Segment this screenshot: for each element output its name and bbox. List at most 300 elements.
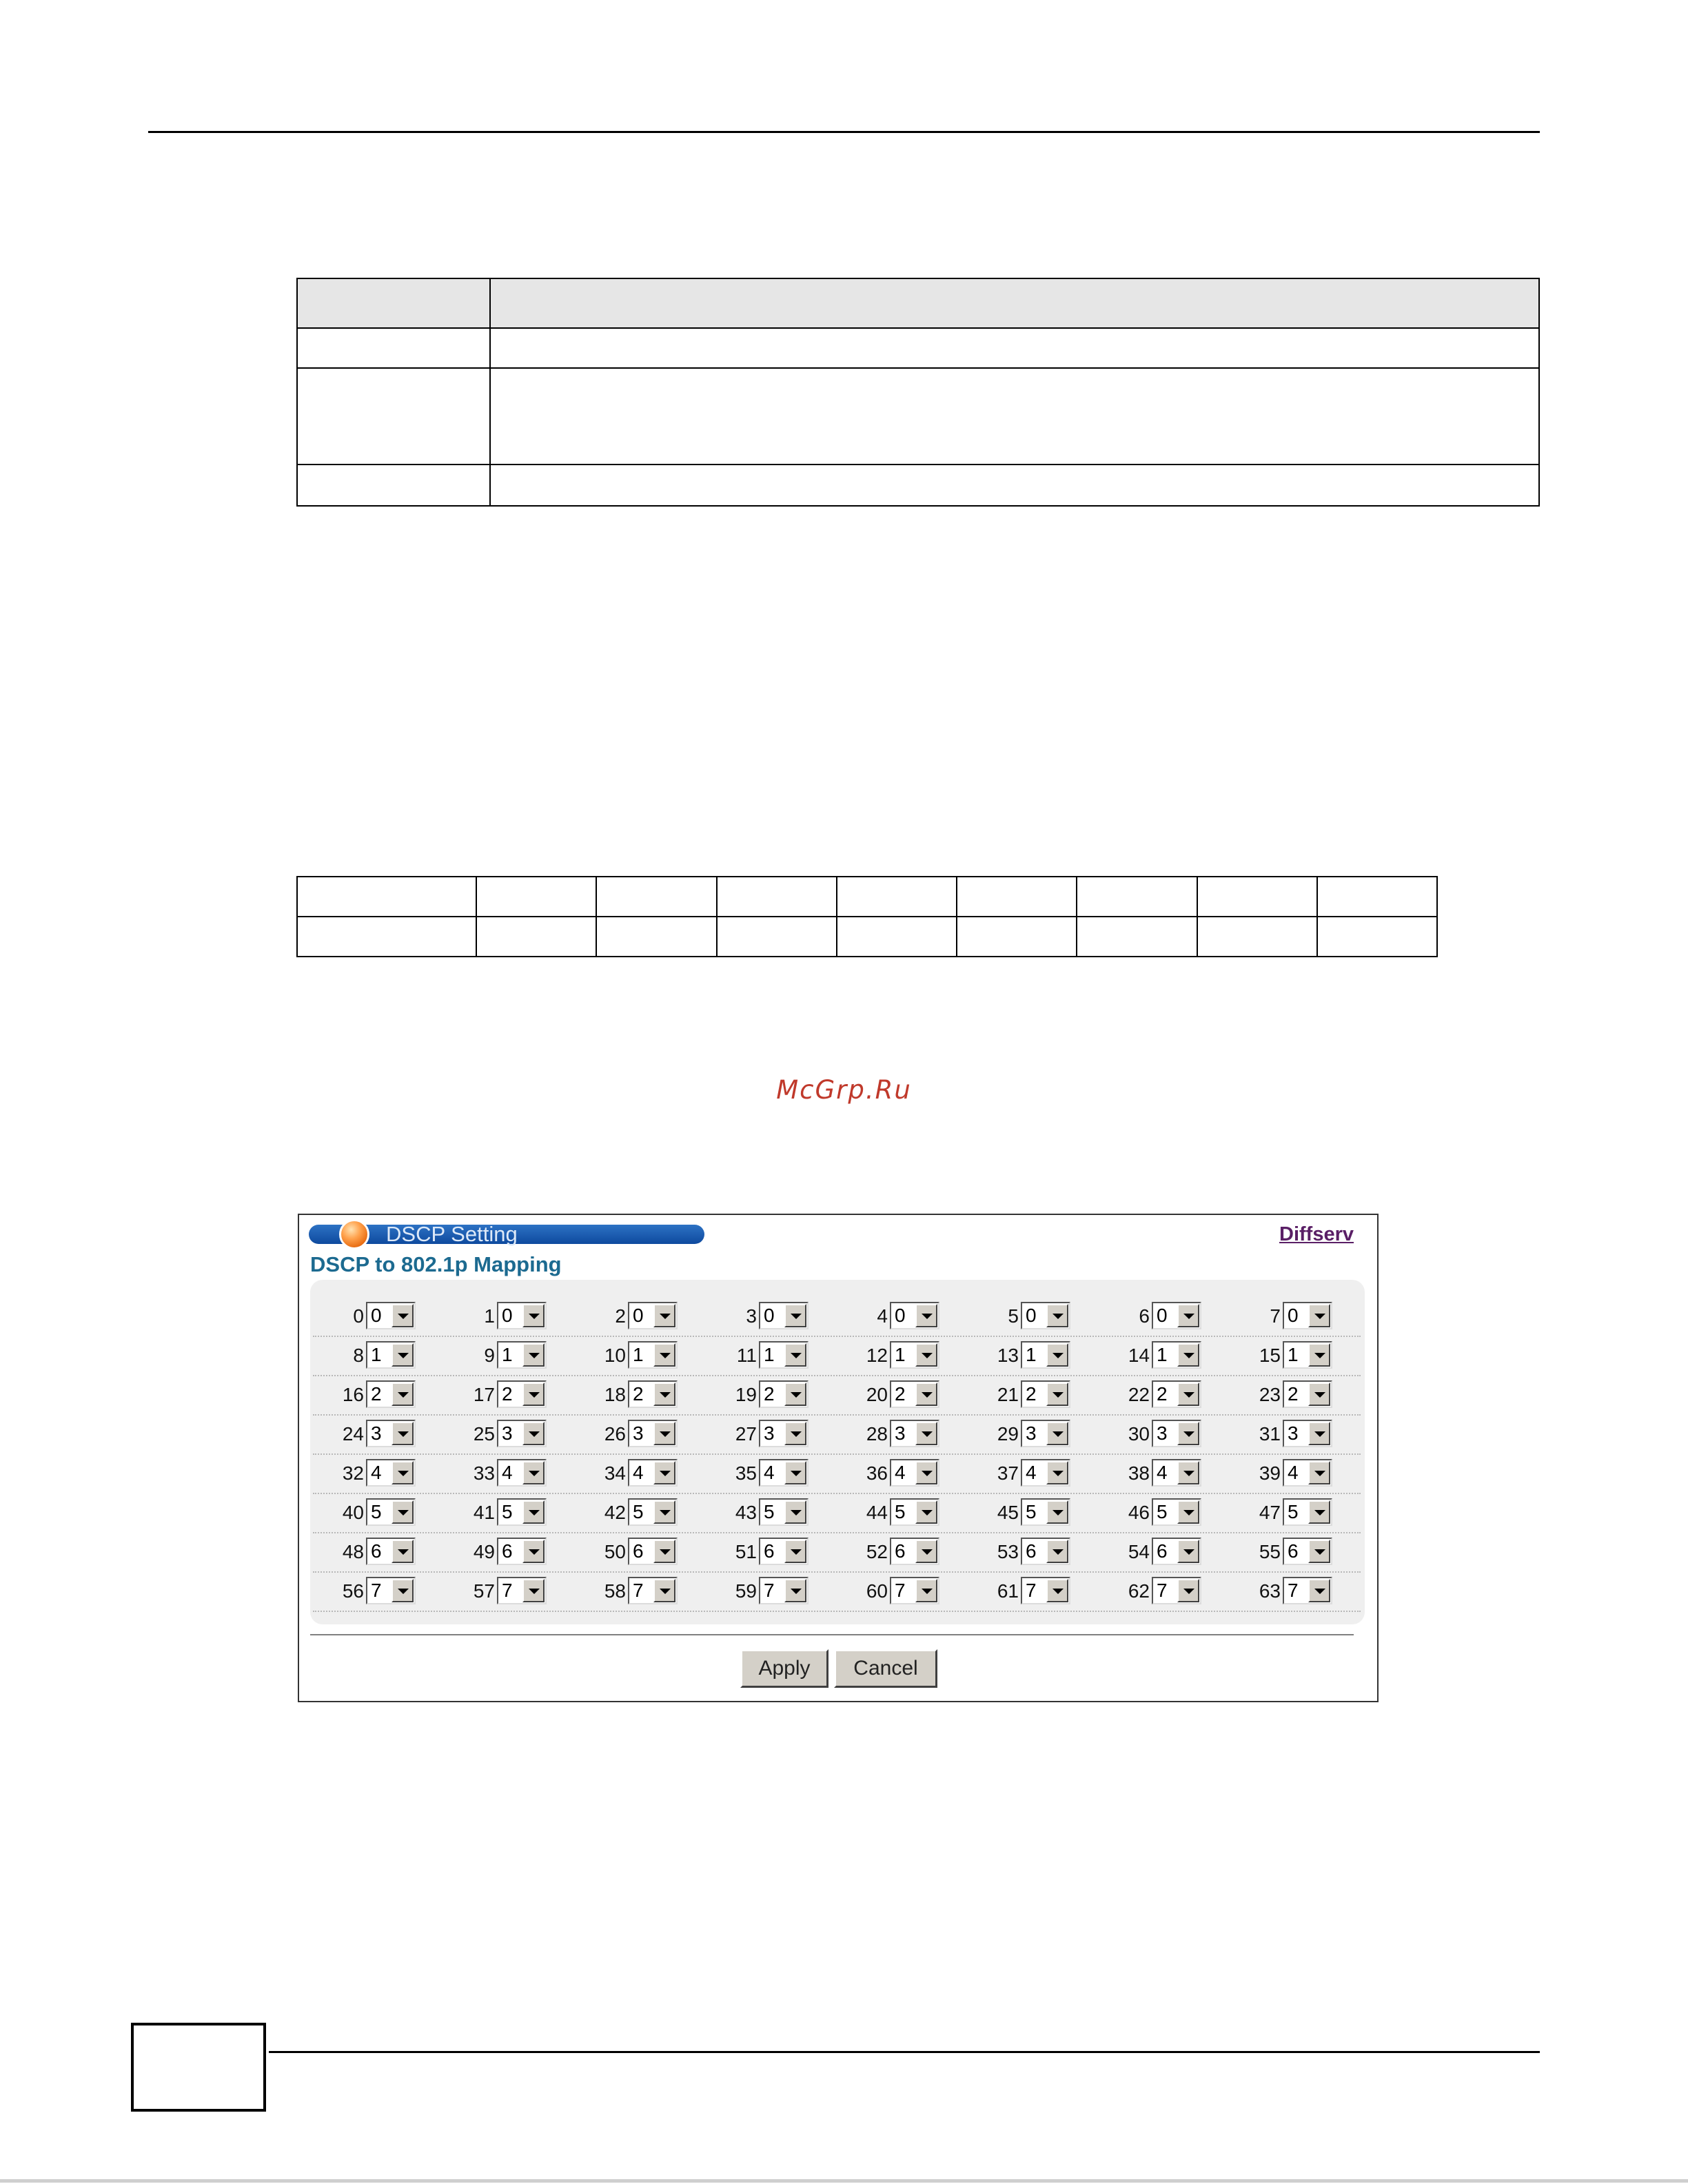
dropdown-arrow-icon[interactable] [915, 1382, 937, 1406]
priority-selected-value: 5 [1288, 1501, 1299, 1522]
dropdown-arrow-icon[interactable] [784, 1540, 806, 1563]
dropdown-arrow-icon[interactable] [784, 1343, 806, 1367]
mapping-cell [968, 1380, 1099, 1408]
dropdown-arrow-icon[interactable] [1046, 1579, 1068, 1602]
priority-select[interactable] [890, 1341, 939, 1369]
priority-select[interactable] [628, 1459, 678, 1487]
mapping-row [313, 1573, 1361, 1612]
priority-selected-value: 2 [764, 1383, 775, 1405]
priority-select[interactable] [890, 1538, 939, 1565]
priority-selected-value: 7 [895, 1580, 906, 1601]
dscp-value-label: 44 [866, 1502, 888, 1523]
dscp-value-label: 28 [866, 1423, 888, 1445]
dropdown-arrow-icon[interactable] [915, 1540, 937, 1563]
priority-selected-value: 1 [1157, 1344, 1168, 1365]
dscp-value-label: 45 [997, 1502, 1019, 1523]
dropdown-arrow-icon[interactable] [653, 1579, 675, 1602]
priority-select[interactable] [1283, 1302, 1332, 1329]
priority-selected-value: 7 [371, 1580, 382, 1601]
mapping-row [313, 1533, 1361, 1573]
dscp-value-label: 38 [1128, 1462, 1150, 1484]
mapping-row [313, 1494, 1361, 1533]
mapping-cell [837, 1302, 968, 1329]
priority-select[interactable] [497, 1380, 547, 1408]
dscp-value-label: 36 [866, 1462, 888, 1484]
priority-selected-value: 0 [1288, 1305, 1299, 1326]
priority-select[interactable] [628, 1380, 678, 1408]
priority-selected-value: 5 [895, 1501, 906, 1522]
priority-select[interactable] [628, 1341, 678, 1369]
mapping-cell [968, 1459, 1099, 1487]
priority-selected-value: 2 [1288, 1383, 1299, 1405]
dropdown-arrow-icon[interactable] [1308, 1343, 1330, 1367]
dscp-value-label: 34 [604, 1462, 626, 1484]
priority-selected-value: 0 [895, 1305, 906, 1326]
mapping-cell [968, 1302, 1099, 1329]
dropdown-arrow-icon[interactable] [653, 1343, 675, 1367]
dscp-value-label: 1 [484, 1305, 495, 1327]
dscp-value-label: 21 [997, 1384, 1019, 1405]
mapping-cell [313, 1459, 444, 1487]
dscp-value-label: 18 [604, 1384, 626, 1405]
page-edge [0, 2179, 1688, 2183]
dropdown-arrow-icon[interactable] [522, 1304, 545, 1327]
priority-select[interactable] [366, 1538, 416, 1565]
dropdown-arrow-icon[interactable] [653, 1422, 675, 1445]
mapping-cell [837, 1577, 968, 1604]
dropdown-arrow-icon[interactable] [1046, 1382, 1068, 1406]
dscp-value-label: 11 [736, 1345, 757, 1366]
dropdown-arrow-icon[interactable] [1177, 1500, 1199, 1524]
priority-select[interactable] [890, 1498, 939, 1526]
priority-select[interactable] [890, 1577, 939, 1604]
priority-select[interactable] [759, 1538, 809, 1565]
mapping-cell [1230, 1302, 1361, 1329]
priority-select[interactable] [890, 1380, 939, 1408]
dscp-value-label: 7 [1270, 1305, 1281, 1327]
priority-select[interactable] [1021, 1380, 1070, 1408]
priority-selected-value: 1 [1026, 1344, 1037, 1365]
mapping-row [313, 1376, 1361, 1416]
mapping-cell [444, 1538, 575, 1565]
mapping-cell [575, 1459, 706, 1487]
priority-selected-value: 1 [633, 1344, 644, 1365]
priority-select[interactable] [1021, 1577, 1070, 1604]
dscp-value-label: 59 [735, 1580, 757, 1602]
dscp-value-label: 15 [1259, 1345, 1281, 1366]
priority-select[interactable] [366, 1341, 416, 1369]
dropdown-arrow-icon[interactable] [522, 1500, 545, 1524]
dscp-value-label: 58 [604, 1580, 626, 1602]
mapping-cell [837, 1380, 968, 1408]
priority-select[interactable] [628, 1420, 678, 1447]
dropdown-arrow-icon[interactable] [915, 1343, 937, 1367]
cancel-button[interactable]: Cancel [834, 1649, 937, 1688]
priority-selected-value: 1 [895, 1344, 906, 1365]
dropdown-arrow-icon[interactable] [392, 1500, 414, 1524]
priority-selected-value: 1 [1288, 1344, 1299, 1365]
mapping-cell [575, 1380, 706, 1408]
dscp-value-label: 9 [484, 1345, 495, 1366]
dropdown-arrow-icon[interactable] [392, 1422, 414, 1445]
priority-selected-value: 7 [1157, 1580, 1168, 1601]
priority-select[interactable] [759, 1341, 809, 1369]
dropdown-arrow-icon[interactable] [1308, 1422, 1330, 1445]
dscp-value-label: 47 [1259, 1502, 1281, 1523]
mapping-cell [706, 1341, 837, 1369]
dropdown-arrow-icon[interactable] [522, 1461, 545, 1484]
priority-select[interactable] [759, 1302, 809, 1329]
dropdown-arrow-icon[interactable] [522, 1422, 545, 1445]
mapping-cell [444, 1498, 575, 1526]
dropdown-arrow-icon[interactable] [1177, 1382, 1199, 1406]
priority-select[interactable] [497, 1459, 547, 1487]
dscp-value-label: 55 [1259, 1541, 1281, 1562]
priority-selected-value: 2 [895, 1383, 906, 1405]
dropdown-arrow-icon[interactable] [1177, 1304, 1199, 1327]
mapping-heading: DSCP to 802.1p Mapping [310, 1252, 562, 1276]
dropdown-arrow-icon[interactable] [784, 1422, 806, 1445]
priority-select[interactable] [1152, 1420, 1201, 1447]
priority-mapping-table [296, 876, 1438, 957]
priority-select[interactable] [1021, 1498, 1070, 1526]
dscp-value-label: 30 [1128, 1423, 1150, 1445]
mapping-cell [444, 1302, 575, 1329]
priority-selected-value: 3 [371, 1422, 382, 1444]
field-description-table [296, 278, 1540, 507]
mapping-cell [575, 1577, 706, 1604]
priority-select[interactable] [366, 1380, 416, 1408]
priority-select[interactable] [497, 1341, 547, 1369]
priority-select[interactable] [759, 1498, 809, 1526]
priority-select[interactable] [366, 1577, 416, 1604]
priority-selected-value: 5 [1026, 1501, 1037, 1522]
priority-select[interactable] [1152, 1459, 1201, 1487]
priority-select[interactable] [1152, 1538, 1201, 1565]
mapping-cell [1099, 1420, 1230, 1447]
priority-select[interactable] [1152, 1341, 1201, 1369]
dscp-value-label: 31 [1259, 1423, 1281, 1445]
priority-select[interactable] [1283, 1538, 1332, 1565]
priority-selected-value: 6 [764, 1540, 775, 1562]
mapping-cell [837, 1459, 968, 1487]
priority-select[interactable] [1152, 1577, 1201, 1604]
priority-selected-value: 5 [1157, 1501, 1168, 1522]
priority-selected-value: 7 [1026, 1580, 1037, 1601]
table-row [297, 917, 1437, 957]
dropdown-arrow-icon[interactable] [1046, 1343, 1068, 1367]
priority-select[interactable] [366, 1498, 416, 1526]
dscp-value-label: 33 [473, 1462, 495, 1484]
mapping-cell [444, 1341, 575, 1369]
priority-select[interactable] [366, 1459, 416, 1487]
dropdown-arrow-icon[interactable] [392, 1579, 414, 1602]
dscp-value-label: 42 [604, 1502, 626, 1523]
dropdown-arrow-icon[interactable] [784, 1382, 806, 1406]
priority-select[interactable] [1283, 1341, 1332, 1369]
mapping-cell [968, 1420, 1099, 1447]
dscp-value-label: 57 [473, 1580, 495, 1602]
dscp-value-label: 62 [1128, 1580, 1150, 1602]
priority-select[interactable] [1283, 1577, 1332, 1604]
mapping-cell [575, 1498, 706, 1526]
priority-selected-value: 6 [371, 1540, 382, 1562]
dropdown-arrow-icon[interactable] [1177, 1461, 1199, 1484]
priority-select[interactable] [628, 1577, 678, 1604]
mapping-cell [968, 1341, 1099, 1369]
dscp-value-label: 29 [997, 1423, 1019, 1445]
priority-selected-value: 6 [1026, 1540, 1037, 1562]
priority-selected-value: 0 [633, 1305, 644, 1326]
priority-selected-value: 7 [502, 1580, 513, 1601]
dscp-value-label: 19 [735, 1384, 757, 1405]
dropdown-arrow-icon[interactable] [915, 1304, 937, 1327]
mapping-cell [444, 1577, 575, 1604]
dropdown-arrow-icon[interactable] [915, 1461, 937, 1484]
mapping-cell [968, 1538, 1099, 1565]
priority-selected-value: 3 [1288, 1422, 1299, 1444]
dscp-value-label: 37 [997, 1462, 1019, 1484]
dropdown-arrow-icon[interactable] [1308, 1540, 1330, 1563]
dscp-value-label: 26 [604, 1423, 626, 1445]
priority-selected-value: 0 [1157, 1305, 1168, 1326]
priority-select[interactable] [1021, 1341, 1070, 1369]
mapping-cell [968, 1498, 1099, 1526]
dscp-value-label: 25 [473, 1423, 495, 1445]
dropdown-arrow-icon[interactable] [392, 1540, 414, 1563]
dropdown-arrow-icon[interactable] [915, 1500, 937, 1524]
priority-selected-value: 0 [502, 1305, 513, 1326]
priority-select[interactable] [497, 1538, 547, 1565]
dropdown-arrow-icon[interactable] [392, 1304, 414, 1327]
dropdown-arrow-icon[interactable] [653, 1461, 675, 1484]
mapping-cell [444, 1420, 575, 1447]
orb-icon [339, 1219, 369, 1249]
mapping-cell [706, 1380, 837, 1408]
dscp-value-label: 50 [604, 1541, 626, 1562]
priority-selected-value: 1 [764, 1344, 775, 1365]
mapping-cell [837, 1538, 968, 1565]
priority-select[interactable] [890, 1302, 939, 1329]
priority-selected-value: 3 [502, 1422, 513, 1444]
mapping-cell [706, 1420, 837, 1447]
dropdown-arrow-icon[interactable] [1177, 1579, 1199, 1602]
dscp-value-label: 40 [342, 1502, 364, 1523]
dropdown-arrow-icon[interactable] [392, 1343, 414, 1367]
priority-select[interactable] [759, 1577, 809, 1604]
priority-select[interactable] [497, 1420, 547, 1447]
mapping-cell [444, 1459, 575, 1487]
dscp-value-label: 0 [353, 1305, 364, 1327]
priority-selected-value: 1 [371, 1344, 382, 1365]
mapping-cell [1099, 1341, 1230, 1369]
priority-select[interactable] [1021, 1420, 1070, 1447]
priority-select[interactable] [628, 1538, 678, 1565]
mapping-row [313, 1416, 1361, 1455]
dropdown-arrow-icon[interactable] [784, 1579, 806, 1602]
dscp-value-label: 27 [735, 1423, 757, 1445]
mapping-cell [575, 1302, 706, 1329]
priority-select[interactable] [1021, 1538, 1070, 1565]
dscp-value-label: 5 [1008, 1305, 1019, 1327]
priority-select[interactable] [628, 1498, 678, 1526]
dropdown-arrow-icon[interactable] [522, 1579, 545, 1602]
dropdown-arrow-icon[interactable] [522, 1382, 545, 1406]
mapping-cell [313, 1380, 444, 1408]
mapping-cell [1099, 1538, 1230, 1565]
priority-selected-value: 5 [502, 1501, 513, 1522]
watermark-text: McGrp.Ru [776, 1075, 912, 1105]
priority-selected-value: 2 [371, 1383, 382, 1405]
mapping-cell [313, 1420, 444, 1447]
priority-select[interactable] [366, 1420, 416, 1447]
priority-select[interactable] [1021, 1302, 1070, 1329]
dropdown-arrow-icon[interactable] [1308, 1500, 1330, 1524]
dropdown-arrow-icon[interactable] [1046, 1461, 1068, 1484]
dscp-value-label: 20 [866, 1384, 888, 1405]
dropdown-arrow-icon[interactable] [1177, 1422, 1199, 1445]
dropdown-arrow-icon[interactable] [1046, 1500, 1068, 1524]
mapping-cell [1230, 1459, 1361, 1487]
mapping-cell [313, 1302, 444, 1329]
dscp-value-label: 51 [735, 1541, 757, 1562]
priority-select[interactable] [1283, 1498, 1332, 1526]
priority-select[interactable] [759, 1380, 809, 1408]
mapping-cell [1230, 1577, 1361, 1604]
dropdown-arrow-icon[interactable] [1177, 1540, 1199, 1563]
dropdown-arrow-icon[interactable] [1177, 1343, 1199, 1367]
mapping-cell [706, 1459, 837, 1487]
table-row [297, 368, 1539, 465]
priority-selected-value: 0 [371, 1305, 382, 1326]
priority-selected-value: 6 [1288, 1540, 1299, 1562]
priority-selected-value: 7 [633, 1580, 644, 1601]
priority-selected-value: 0 [1026, 1305, 1037, 1326]
dropdown-arrow-icon[interactable] [1046, 1540, 1068, 1563]
dscp-value-label: 16 [342, 1384, 364, 1405]
dscp-value-label: 17 [473, 1384, 495, 1405]
dscp-value-label: 60 [866, 1580, 888, 1602]
dropdown-arrow-icon[interactable] [1046, 1422, 1068, 1445]
dropdown-arrow-icon[interactable] [1308, 1304, 1330, 1327]
priority-select[interactable] [1152, 1380, 1201, 1408]
mapping-row [313, 1298, 1361, 1337]
priority-select[interactable] [890, 1420, 939, 1447]
dscp-value-label: 46 [1128, 1502, 1150, 1523]
dropdown-arrow-icon[interactable] [915, 1422, 937, 1445]
dropdown-arrow-icon[interactable] [522, 1343, 545, 1367]
dscp-value-label: 24 [342, 1423, 364, 1445]
priority-select[interactable] [497, 1498, 547, 1526]
priority-selected-value: 4 [1026, 1462, 1037, 1483]
mapping-cell [837, 1420, 968, 1447]
mapping-cell [1099, 1459, 1230, 1487]
mapping-grid-area [310, 1280, 1365, 1624]
screen-title: DSCP Setting [386, 1222, 518, 1246]
priority-select[interactable] [497, 1577, 547, 1604]
priority-select[interactable] [1021, 1459, 1070, 1487]
dscp-value-label: 48 [342, 1541, 364, 1562]
mapping-grid [313, 1298, 1361, 1612]
dscp-value-label: 56 [342, 1580, 364, 1602]
priority-selected-value: 3 [633, 1422, 644, 1444]
dscp-value-label: 6 [1139, 1305, 1150, 1327]
dscp-value-label: 32 [342, 1462, 364, 1484]
dropdown-arrow-icon[interactable] [653, 1304, 675, 1327]
diffserv-link[interactable]: Diffserv [1279, 1223, 1354, 1245]
priority-selected-value: 4 [1288, 1462, 1299, 1483]
mapping-cell [313, 1498, 444, 1526]
priority-select[interactable] [1283, 1459, 1332, 1487]
priority-selected-value: 3 [895, 1422, 906, 1444]
apply-button[interactable]: Apply [740, 1649, 828, 1688]
priority-selected-value: 4 [502, 1462, 513, 1483]
dscp-value-label: 13 [997, 1345, 1019, 1366]
mapping-cell [968, 1577, 1099, 1604]
dropdown-arrow-icon[interactable] [1046, 1304, 1068, 1327]
mapping-cell [1099, 1380, 1230, 1408]
mapping-cell [313, 1341, 444, 1369]
priority-select[interactable] [759, 1459, 809, 1487]
dropdown-arrow-icon[interactable] [784, 1304, 806, 1327]
priority-selected-value: 3 [1157, 1422, 1168, 1444]
priority-select[interactable] [759, 1420, 809, 1447]
dscp-value-label: 3 [746, 1305, 757, 1327]
priority-selected-value: 6 [502, 1540, 513, 1562]
priority-select[interactable] [497, 1302, 547, 1329]
dropdown-arrow-icon[interactable] [392, 1461, 414, 1484]
mapping-cell [837, 1498, 968, 1526]
dropdown-arrow-icon[interactable] [653, 1382, 675, 1406]
dropdown-arrow-icon[interactable] [522, 1540, 545, 1563]
dropdown-arrow-icon[interactable] [653, 1540, 675, 1563]
priority-select[interactable] [890, 1459, 939, 1487]
dscp-value-label: 4 [877, 1305, 888, 1327]
dropdown-arrow-icon[interactable] [915, 1579, 937, 1602]
priority-selected-value: 3 [1026, 1422, 1037, 1444]
dropdown-arrow-icon[interactable] [653, 1500, 675, 1524]
priority-select[interactable] [366, 1302, 416, 1329]
priority-selected-value: 2 [502, 1383, 513, 1405]
dropdown-arrow-icon[interactable] [392, 1382, 414, 1406]
dropdown-arrow-icon[interactable] [1308, 1579, 1330, 1602]
dscp-value-label: 39 [1259, 1462, 1281, 1484]
priority-selected-value: 4 [633, 1462, 644, 1483]
mapping-cell [706, 1498, 837, 1526]
dropdown-arrow-icon[interactable] [1308, 1382, 1330, 1406]
priority-select[interactable] [1283, 1420, 1332, 1447]
mapping-cell [313, 1577, 444, 1604]
dscp-value-label: 12 [866, 1345, 888, 1366]
priority-select[interactable] [1152, 1302, 1201, 1329]
priority-select[interactable] [1283, 1380, 1332, 1408]
priority-selected-value: 4 [895, 1462, 906, 1483]
footer-rule [269, 2051, 1540, 2053]
priority-selected-value: 2 [633, 1383, 644, 1405]
mapping-cell [575, 1420, 706, 1447]
dropdown-arrow-icon[interactable] [784, 1461, 806, 1484]
dropdown-arrow-icon[interactable] [1308, 1461, 1330, 1484]
priority-select[interactable] [1152, 1498, 1201, 1526]
mapping-cell [313, 1538, 444, 1565]
mapping-row [313, 1455, 1361, 1494]
dscp-value-label: 52 [866, 1541, 888, 1562]
dscp-value-label: 49 [473, 1541, 495, 1562]
priority-selected-value: 2 [1026, 1383, 1037, 1405]
priority-select[interactable] [628, 1302, 678, 1329]
dscp-value-label: 8 [353, 1345, 364, 1366]
dropdown-arrow-icon[interactable] [784, 1500, 806, 1524]
